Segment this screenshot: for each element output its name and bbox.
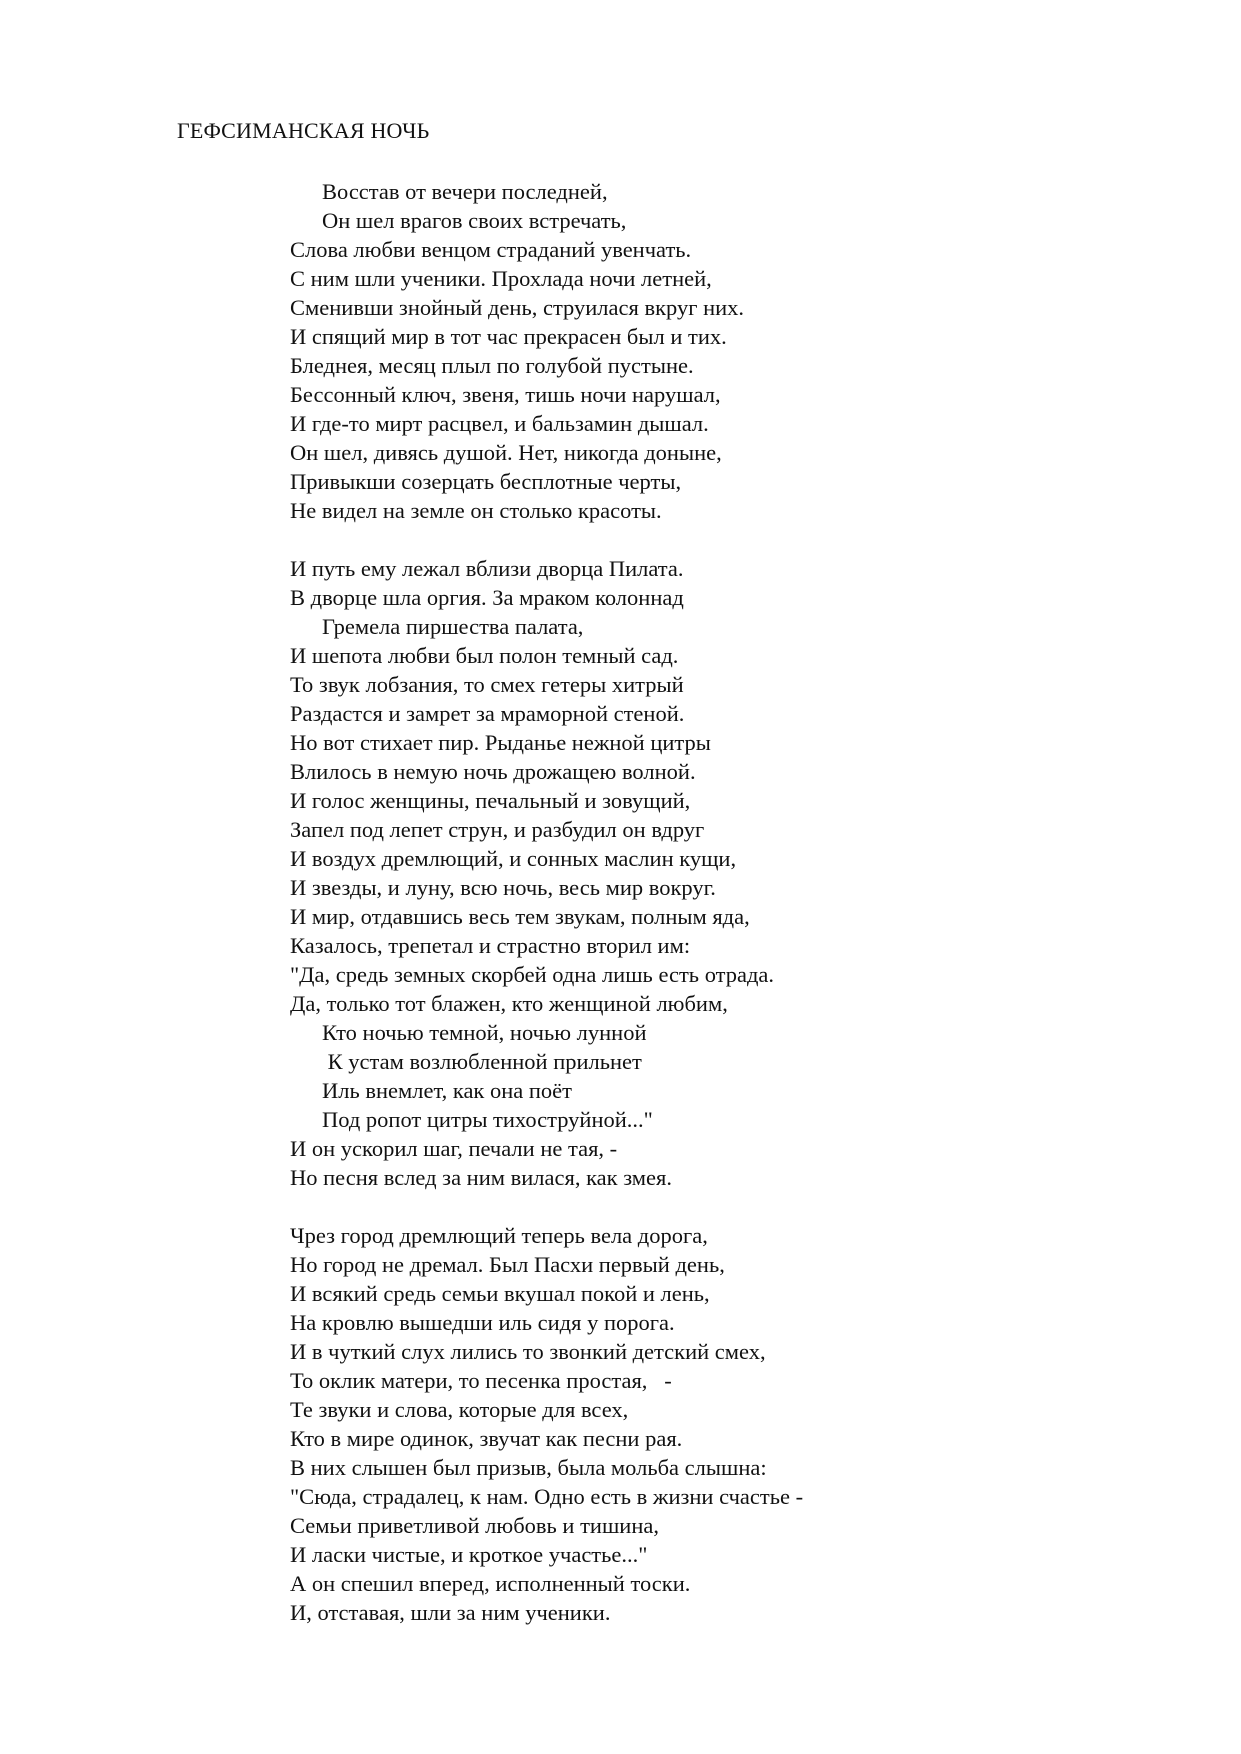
- poem-line: Семьи приветливой любовь и тишина,: [290, 1513, 659, 1538]
- poem-line: Сменивши знойный день, струилася вкруг них.: [290, 295, 745, 320]
- poem-line: И шепота любви был полон темный сад.: [290, 643, 679, 668]
- poem-line: И где-то мирт расцвел, и бальзамин дышал.: [290, 411, 709, 436]
- poem-line: На кровлю вышедши иль сидя у порога.: [290, 1310, 675, 1335]
- poem-line: Он шел врагов своих встречать,: [322, 208, 627, 233]
- poem-line: Те звуки и слова, которые для всех,: [290, 1397, 629, 1422]
- poem-line: Бледнея, месяц плыл по голубой пустыне.: [290, 353, 694, 378]
- poem-line: Влилось в немую ночь дрожащею волной.: [290, 759, 696, 784]
- poem-line: И воздух дремлющий, и сонных маслин кущи,: [290, 846, 737, 871]
- poem-line: И звезды, и луну, всю ночь, весь мир вокруг.: [290, 875, 716, 900]
- poem-line: Бессонный ключ, звеня, тишь ночи нарушал,: [290, 382, 721, 407]
- poem-line: В них слышен был призыв, была мольба слышна:: [290, 1455, 767, 1480]
- poem-line: И путь ему лежал вблизи дворца Пилата.: [290, 556, 684, 581]
- poem-line: То звук лобзания, то смех гетеры хитрый: [290, 672, 684, 697]
- stanza-1: [290, 177, 1190, 525]
- poem-line: Но город не дремал. Был Пасхи первый день,: [290, 1252, 725, 1277]
- poem-line: С ним шли ученики. Прохлада ночи летней,: [290, 266, 712, 291]
- poem-line: Слова любви венцом страданий увенчать.: [290, 237, 692, 262]
- poem-line: И в чуткий слух лились то звонкий детский смех,: [290, 1339, 766, 1364]
- poem-line: Кто в мире одинок, звучат как песни рая.: [290, 1426, 683, 1451]
- poem-line: Привыкши созерцать бесплотные черты,: [290, 469, 682, 494]
- poem-line: Он шел, дивясь душой. Нет, никогда доныне,: [290, 440, 722, 465]
- poem-line: Восстав от вечери последней,: [322, 179, 608, 204]
- stanza-2: [290, 554, 1190, 1192]
- poem-line: Казалось, трепетал и страстно вторил им:: [290, 933, 691, 958]
- poem-line: А он спешил вперед, исполненный тоски.: [290, 1571, 691, 1596]
- poem-line: Но вот стихает пир. Рыданье нежной цитры: [290, 730, 711, 755]
- poem-line: И мир, отдавшись весь тем звукам, полным яда,: [290, 904, 750, 929]
- poem-line: Иль внемлет, как она поёт: [322, 1078, 573, 1103]
- poem-line: К устам возлюбленной прильнет: [322, 1049, 642, 1074]
- poem-line: И голос женщины, печальный и зовущий,: [290, 788, 691, 813]
- poem-title: ГЕФСИМАНСКАЯ НОЧЬ: [177, 118, 430, 143]
- poem-line: И, отставая, шли за ним ученики.: [290, 1600, 611, 1625]
- poem-line: И он ускорил шаг, печали не тая, -: [290, 1136, 618, 1161]
- poem-line: Раздастся и замрет за мраморной стеной.: [290, 701, 685, 726]
- poem-line: "Сюда, страдалец, к нам. Одно есть в жизни счастье -: [290, 1484, 804, 1509]
- poem-line: Гремела пиршества палата,: [322, 614, 584, 639]
- poem-line: Да, только тот блажен, кто женщиной любим,: [290, 991, 728, 1016]
- poem-line: И ласки чистые, и кроткое участье...": [290, 1542, 648, 1567]
- poem-line: В дворце шла оргия. За мраком колоннад: [290, 585, 684, 610]
- poem-line: "Да, средь земных скорбей одна лишь есть отрада.: [290, 962, 775, 987]
- poem-line: То оклик матери, то песенка простая, -: [290, 1368, 672, 1393]
- poem-line: Чрез город дремлющий теперь вела дорога,: [290, 1223, 708, 1248]
- poem-body: [290, 177, 1190, 1627]
- poem-line: Под ропот цитры тихоструйной...": [322, 1107, 653, 1132]
- poem-line: Но песня вслед за ним вилася, как змея.: [290, 1165, 672, 1190]
- poem-line: И спящий мир в тот час прекрасен был и тих.: [290, 324, 727, 349]
- stanza-3: [290, 1221, 1190, 1627]
- poem-line: Запел под лепет струн, и разбудил он вдруг: [290, 817, 705, 842]
- poem-line: Не видел на земле он столько красоты.: [290, 498, 662, 523]
- poem-line: Кто ночью темной, ночью лунной: [322, 1020, 647, 1045]
- poem-line: И всякий средь семьи вкушал покой и лень,: [290, 1281, 710, 1306]
